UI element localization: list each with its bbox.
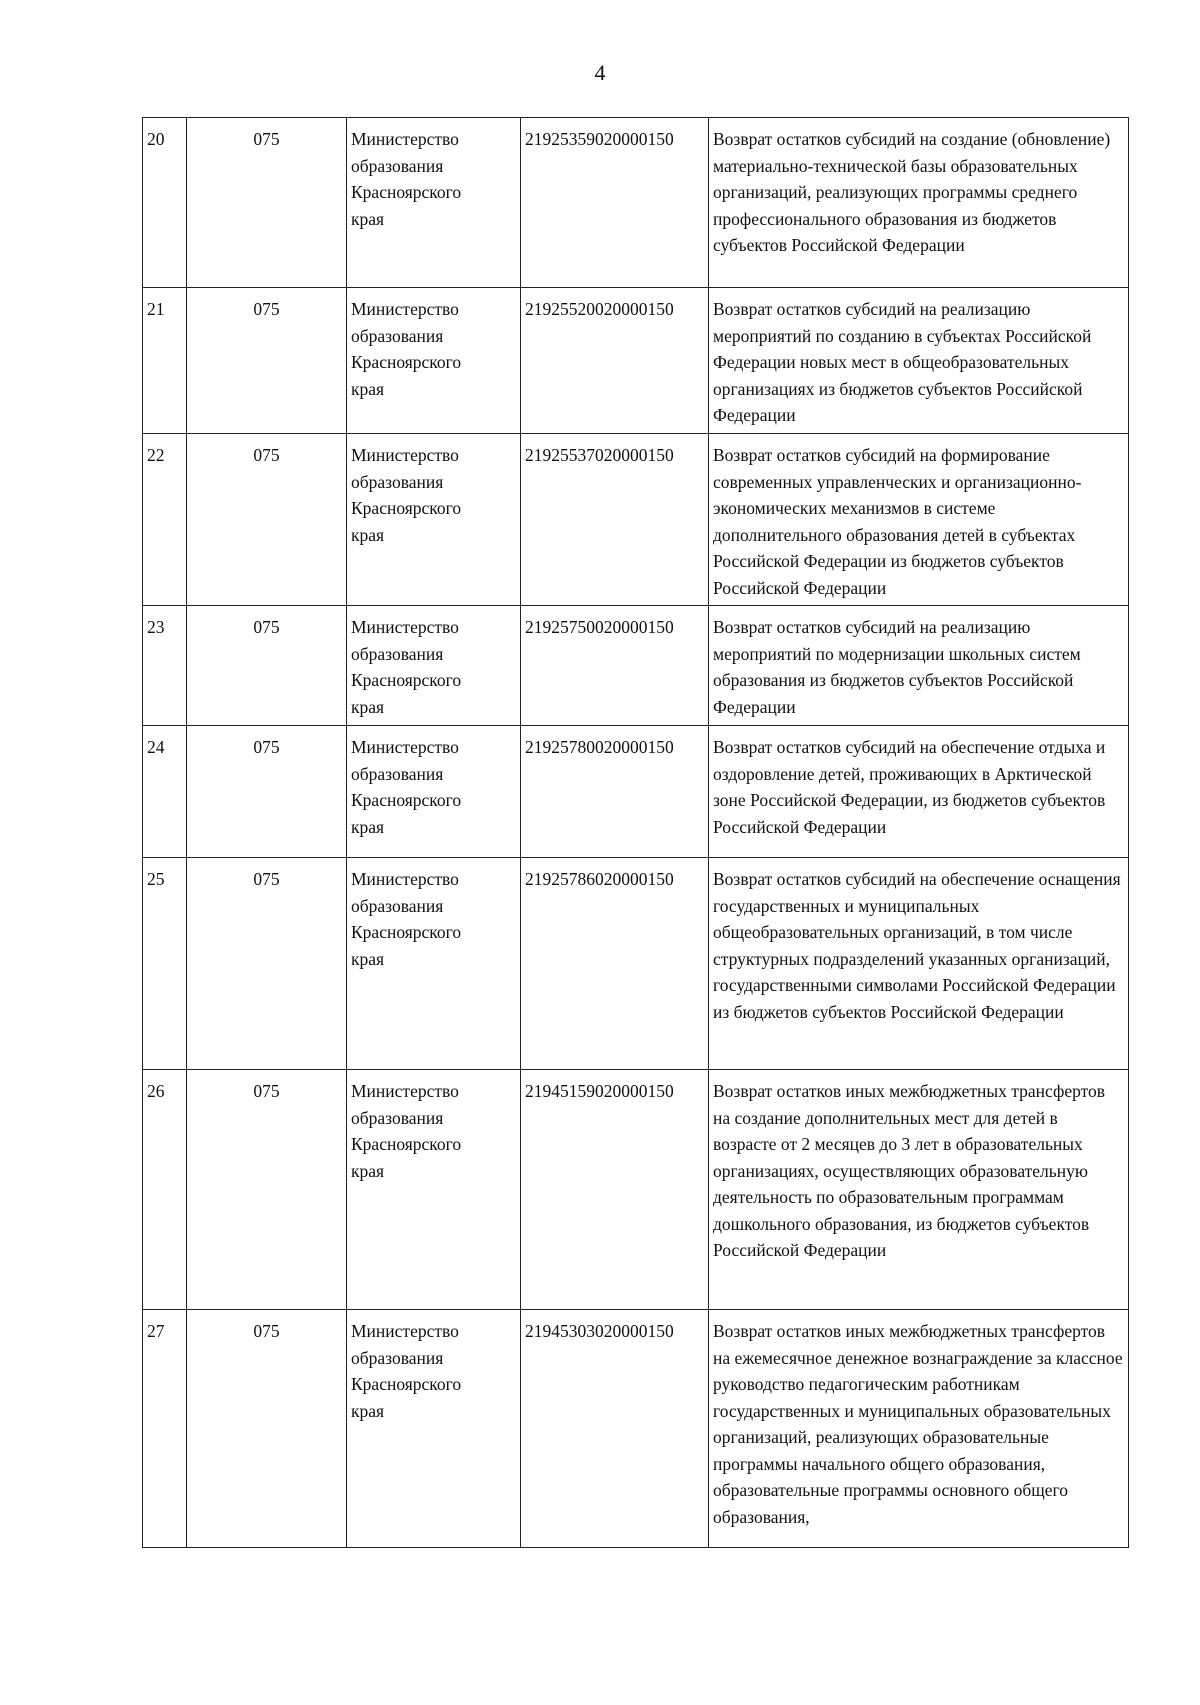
budget-classification-code-cell: 21925537020000150 — [521, 434, 709, 606]
table-row — [143, 1070, 1129, 1310]
page-number: 4 — [594, 60, 606, 85]
administrator-name-line: Министерство — [351, 617, 459, 637]
administrator-name-line: Красноярского — [351, 1374, 462, 1394]
revenue-description-cell: Возврат остатков субсидий на обеспечение оснащения государственных и муниципальных общеобразовательных организаций, в том числе структурных подразделений указанных организаций, государственными символами Российской Федерации из бюджетов субъектов Российской Федерации — [709, 858, 1129, 1070]
administrator-name-line: края — [351, 816, 385, 837]
budget-classification-code-cell: 21925750020000150 — [521, 606, 709, 726]
table-row — [143, 726, 1129, 858]
administrator-name-line: Министерство — [351, 869, 459, 889]
admin-code-cell: 075 — [187, 606, 347, 726]
row-number-cell: 22 — [143, 434, 187, 606]
revenue-description-cell: Возврат остатков субсидий на реализацию мероприятий по модернизации школьных систем образования из бюджетов субъектов Российской Федерации — [709, 606, 1129, 726]
row-number-cell: 25 — [143, 858, 187, 1070]
administrator-name-line: Министерство — [351, 737, 459, 757]
revenue-description-cell: Возврат остатков субсидий на создание (обновление) материально-технической базы образовательных организаций, реализующих программы среднего профессионального образования из бюджетов субъектов Российской Федерации — [709, 118, 1129, 288]
administrator-name-cell — [347, 118, 521, 288]
administrator-name-line: Министерство — [351, 299, 459, 319]
budget-classification-code-cell: 21925520020000150 — [521, 288, 709, 434]
administrator-name-line: Красноярского — [351, 498, 462, 518]
administrator-name-line: Красноярского — [351, 352, 462, 372]
revenue-description-cell: Возврат остатков иных межбюджетных трансфертов на ежемесячное денежное вознаграждение за классное руководство педагогическим работникам государственных и муниципальных образовательных организаций, реализующих образовательные программы начального общего образования, образовательные программы основного общего образования, — [709, 1310, 1129, 1548]
administrator-name-cell — [347, 858, 521, 1070]
administrator-name-line: Красноярского — [351, 670, 462, 690]
budget-classification-code-cell: 21925780020000150 — [521, 726, 709, 858]
revenue-description-cell: Возврат остатков иных межбюджетных трансфертов на создание дополнительных мест для детей в возрасте от 2 месяцев до 3 лет в образовательных организациях, осуществляющих образовательную деятельность по образовательным программам дошкольного образования, из бюджетов субъектов Российской Федерации — [709, 1070, 1129, 1310]
administrator-name-line: образования — [351, 471, 444, 492]
budget-classification-code-cell: 21945159020000150 — [521, 1070, 709, 1310]
admin-code-cell: 075 — [187, 288, 347, 434]
administrator-name-line: Красноярского — [351, 182, 462, 202]
row-number-cell: 24 — [143, 726, 187, 858]
administrator-name-line: Министерство — [351, 1081, 459, 1101]
administrator-name-line: образования — [351, 895, 444, 916]
administrator-name-line: Красноярского — [351, 1134, 462, 1154]
table-row — [143, 1310, 1129, 1548]
administrator-name-line: края — [351, 696, 385, 717]
administrator-name-line: образования — [351, 325, 444, 346]
administrator-name-line: края — [351, 1400, 385, 1421]
budget-classification-code-cell: 21925786020000150 — [521, 858, 709, 1070]
budget-codes-table — [142, 117, 1129, 1548]
administrator-name-cell — [347, 1310, 521, 1548]
admin-code-cell: 075 — [187, 434, 347, 606]
row-number-cell: 27 — [143, 1310, 187, 1548]
administrator-name-line: Министерство — [351, 129, 459, 149]
admin-code-cell: 075 — [187, 1310, 347, 1548]
administrator-name-line: Красноярского — [351, 922, 462, 942]
row-number-cell: 23 — [143, 606, 187, 726]
row-number-cell: 20 — [143, 118, 187, 288]
administrator-name-line: образования — [351, 1107, 444, 1128]
table-row — [143, 118, 1129, 288]
administrator-name-line: образования — [351, 1347, 444, 1368]
administrator-name-line: края — [351, 524, 385, 545]
budget-classification-code-cell: 21925359020000150 — [521, 118, 709, 288]
administrator-name-cell — [347, 288, 521, 434]
table-body — [143, 118, 1129, 1548]
administrator-name-line: Министерство — [351, 445, 459, 465]
row-number-cell: 26 — [143, 1070, 187, 1310]
administrator-name-line: образования — [351, 155, 444, 176]
administrator-name-line: образования — [351, 643, 444, 664]
administrator-name-line: края — [351, 948, 385, 969]
revenue-description-cell: Возврат остатков субсидий на обеспечение отдыха и оздоровление детей, проживающих в Арктической зоне Российской Федерации, из бюджетов субъектов Российской Федерации — [709, 726, 1129, 858]
table-row — [143, 288, 1129, 434]
administrator-name-cell — [347, 726, 521, 858]
admin-code-cell: 075 — [187, 726, 347, 858]
administrator-name-cell — [347, 1070, 521, 1310]
budget-classification-code-cell: 21945303020000150 — [521, 1310, 709, 1548]
administrator-name-line: края — [351, 378, 385, 399]
administrator-name-line: края — [351, 1160, 385, 1181]
administrator-name-line: Министерство — [351, 1321, 459, 1341]
table-row — [143, 858, 1129, 1070]
admin-code-cell: 075 — [187, 1070, 347, 1310]
administrator-name-cell — [347, 606, 521, 726]
revenue-description-cell: Возврат остатков субсидий на реализацию мероприятий по созданию в субъектах Российской Федерации новых мест в общеобразовательных организациях из бюджетов субъектов Российской Федерации — [709, 288, 1129, 434]
admin-code-cell: 075 — [187, 118, 347, 288]
row-number-cell: 21 — [143, 288, 187, 434]
table-row — [143, 434, 1129, 606]
administrator-name-line: края — [351, 208, 385, 229]
administrator-name-cell — [347, 434, 521, 606]
admin-code-cell: 075 — [187, 858, 347, 1070]
table-row — [143, 606, 1129, 726]
revenue-description-cell: Возврат остатков субсидий на формирование современных управленческих и организационно-экономических механизмов в системе дополнительного образования детей в субъектах Российской Федерации из бюджетов субъектов Российской Федерации — [709, 434, 1129, 606]
administrator-name-line: Красноярского — [351, 790, 462, 810]
administrator-name-line: образования — [351, 763, 444, 784]
